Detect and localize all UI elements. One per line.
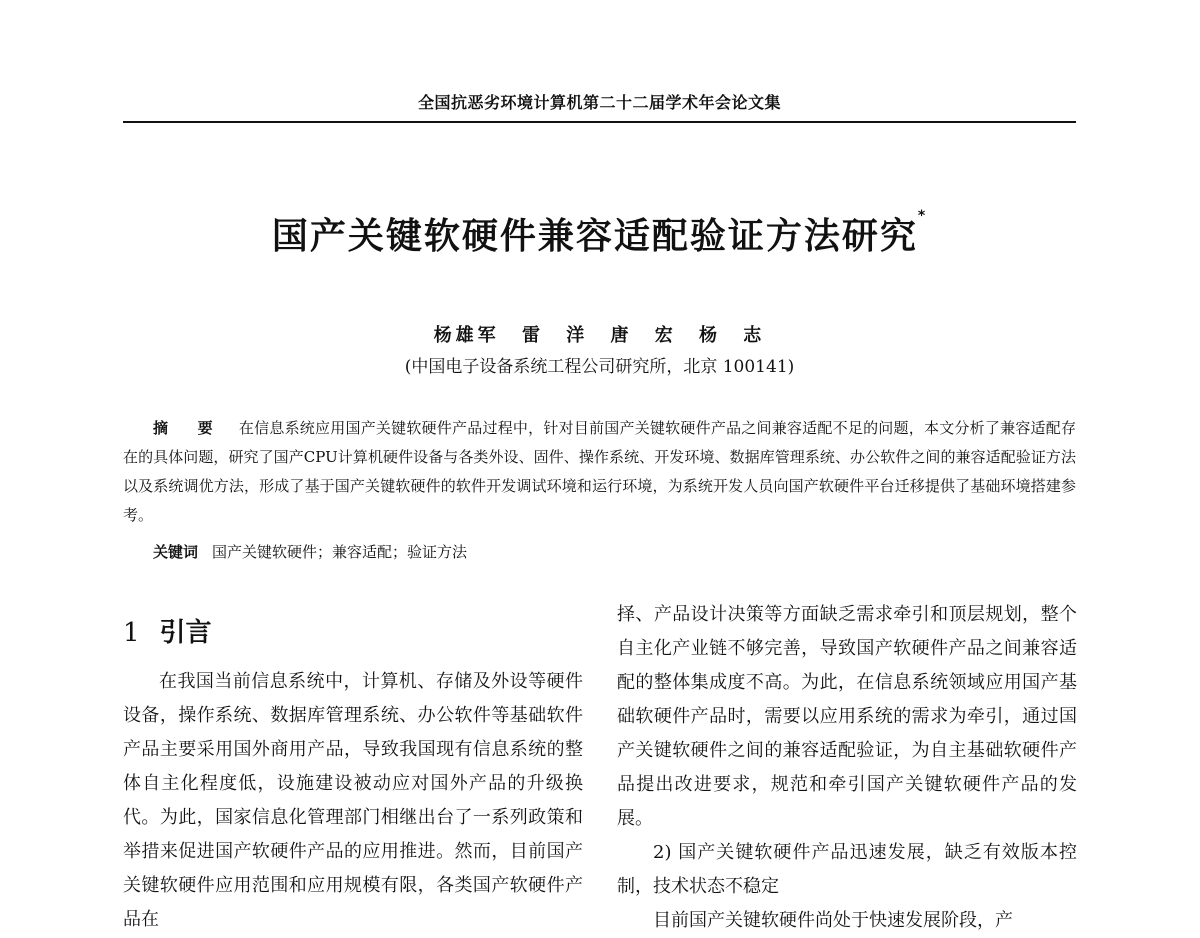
body-paragraph-continued: 择、产品设计决策等方面缺乏需求牵引和顶层规划，整个自主化产业链不够完善，导致国产软硬件产品之间兼容适配的整体集成度不高。为此，在信息系统领域应用国产基础软硬件产品时，需要以应用系统的需求为牵引，通过国产关键软硬件之间的兼容适配验证，为自主基础软硬件产品提出改进要求，规范和牵引国产关键软硬件产品的发展。 bbox=[617, 604, 1077, 829]
abstract-label: 摘 要 bbox=[153, 419, 225, 437]
keywords bbox=[123, 538, 1076, 567]
header-rule bbox=[123, 121, 1076, 123]
section-heading bbox=[123, 612, 212, 649]
right-column bbox=[617, 598, 1077, 938]
keywords-label: 关键词 bbox=[153, 543, 199, 561]
section-title: 引言 bbox=[159, 618, 212, 648]
section-number: 1 bbox=[123, 618, 140, 648]
abstract bbox=[123, 414, 1076, 530]
running-title: 全国抗恶劣环境计算机第二十二届学术年会论文集 bbox=[417, 93, 781, 112]
numbered-point-2: 2) 国产关键软硬件产品迅速发展，缺乏有效版本控制，技术状态不稳定 bbox=[617, 842, 1077, 897]
body-paragraph: 目前国产关键软硬件尚处于快速发展阶段，产 bbox=[653, 910, 1013, 931]
authors: 杨雄军 雷 洋 唐 宏 杨 志 bbox=[433, 325, 766, 346]
affiliation: (中国电子设备系统工程公司研究所，北京 100141) bbox=[404, 357, 795, 377]
keywords-text: 国产关键软硬件；兼容适配；验证方法 bbox=[212, 543, 468, 561]
left-column bbox=[123, 665, 583, 937]
title-footnote-mark: * bbox=[917, 208, 928, 224]
abstract-text: 在信息系统应用国产关键软硬件产品过程中，针对目前国产关键软硬件产品之间兼容适配不足的问题，本文分析了兼容适配存在的具体问题，研究了国产CPU计算机硬件设备与各类外设、固件、操作系统、开发环境、数据库管理系统、办公软件之间的兼容适配验证方法以及系统调优方法，形成了基于国产关键软硬件的软件开发调试环境和运行环境，为系统开发人员向国产软硬件平台迁移提供了基础环境搭建参考。 bbox=[123, 419, 1076, 524]
body-paragraph: 在我国当前信息系统中，计算机、存储及外设等硬件设备，操作系统、数据库管理系统、办公软件等基础软件产品主要采用国外商用产品，导致我国现有信息系统的整体自主化程度低，设施建设被动应对国外产品的升级换代。为此，国家信息化管理部门相继出台了一系列政策和举措来促进国产软硬件产品的应用推进。然而，目前国产关键软硬件应用范围和应用规模有限，各类国产软硬件产品在 bbox=[123, 671, 583, 930]
paper-title bbox=[123, 208, 1076, 259]
paper-title-text: 国产关键软硬件兼容适配验证方法研究 bbox=[271, 216, 918, 257]
